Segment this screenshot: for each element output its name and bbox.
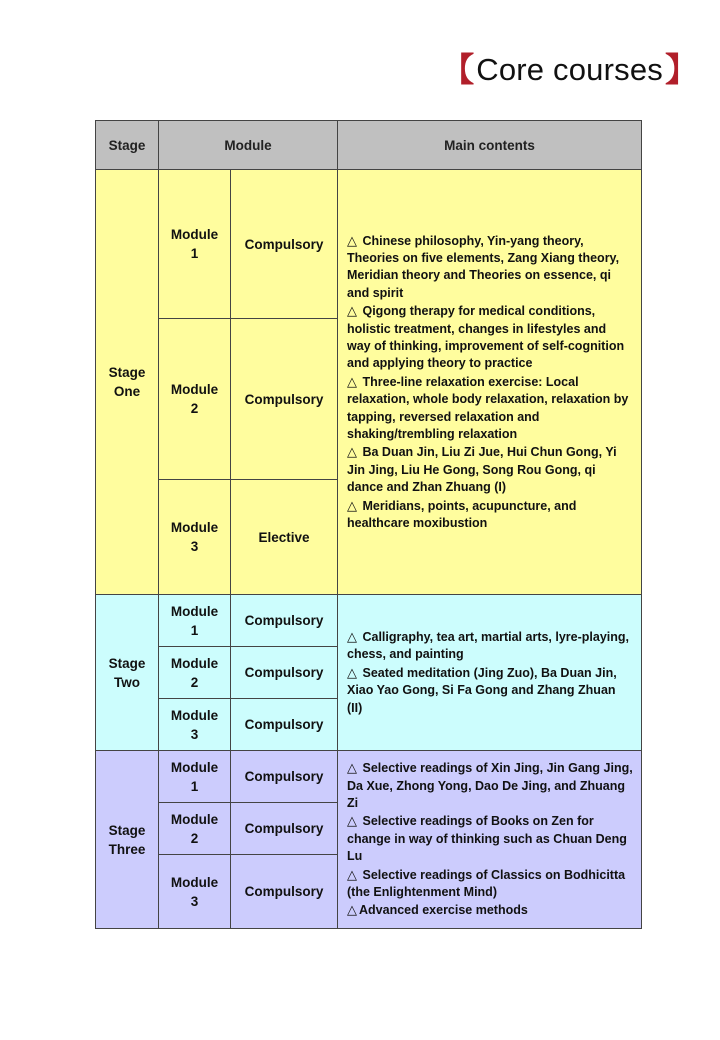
triangle-bullet-icon: △	[347, 902, 357, 918]
header-row	[96, 121, 642, 170]
content-item: △ Selective readings of Classics on Bodhicitta (the Enlightenment Mind)	[347, 866, 626, 900]
content-item: △ Selective readings of Xin Jing, Jin Gang Jing, Da Xue, Zhong Yong, Dao De Jing, and Zhuang Zi	[347, 760, 633, 810]
content-item: △ Qigong therapy for medical conditions, holistic treatment, changes in lifestyles and way of thinking, improvement of self-cognition and applying theory to practice	[347, 303, 625, 371]
content-item: △ Advanced exercise methods	[347, 902, 528, 918]
module-name: Module 3	[159, 480, 231, 595]
content-item: △ Meridians, points, acupuncture, and healthcare moxibustion	[347, 497, 577, 531]
triangle-bullet-icon: △	[347, 664, 357, 680]
core-courses-table	[95, 120, 642, 929]
title-bracket-left: 【	[441, 51, 475, 88]
title-bracket-right: 】	[665, 51, 698, 88]
module-name: Module 2	[159, 803, 231, 855]
stage-label: Two	[114, 674, 140, 690]
stage-label: Stage	[108, 822, 146, 838]
content-item: △ Chinese philosophy, Yin-yang theory, Theories on five elements, Zang Xiang theory, Meridian theory and Theories on essence, qi and spirit	[347, 232, 620, 300]
header-module: Module	[159, 121, 338, 170]
table-row	[96, 595, 642, 647]
stage-two-contents	[338, 595, 642, 751]
triangle-bullet-icon: △	[347, 760, 357, 776]
stage-one-contents	[338, 170, 642, 595]
module-type: Compulsory	[231, 319, 338, 480]
module-type: Compulsory	[231, 699, 338, 751]
title-text: Core courses	[476, 52, 663, 87]
header-stage: Stage	[96, 121, 159, 170]
module-name: Module 1	[159, 595, 231, 647]
stage-label: Three	[108, 841, 146, 857]
triangle-bullet-icon: △	[347, 497, 357, 513]
stage-one-cell	[96, 170, 159, 595]
module-type: Compulsory	[231, 855, 338, 929]
page-title	[441, 48, 698, 92]
content-item: △ Ba Duan Jin, Liu Zi Jue, Hui Chun Gong, Yi Jin Jing, Liu He Gong, Song Rou Gong, qi dance and Zhan Zhuang (I)	[347, 444, 617, 495]
stage-three-contents	[338, 751, 642, 929]
triangle-bullet-icon: △	[347, 303, 357, 319]
stage-two-cell	[96, 595, 159, 751]
stage-label: Stage	[108, 365, 146, 380]
triangle-bullet-icon: △	[347, 232, 357, 248]
module-name: Module 1	[159, 751, 231, 803]
stage-label: One	[113, 384, 141, 399]
table-row	[96, 751, 642, 803]
module-type: Compulsory	[231, 803, 338, 855]
module-name: Module 1	[159, 170, 231, 319]
triangle-bullet-icon: △	[347, 813, 357, 829]
module-type: Compulsory	[231, 647, 338, 699]
module-type: Elective	[231, 480, 338, 595]
content-item: △ Calligraphy, tea art, martial arts, lyre-playing, chess, and painting	[347, 628, 630, 662]
content-item: △ Three-line relaxation exercise: Local relaxation, whole body relaxation, relaxation by tapping, reversed relaxation and shaking/trembling relaxation	[347, 373, 629, 442]
content-item: △ Seated meditation (Jing Zuo), Ba Duan Jin, Xiao Yao Gong, Si Fa Gong and Zhang Zhuan (II)	[347, 664, 617, 715]
module-type: Compulsory	[231, 751, 338, 803]
module-name: Module 3	[159, 699, 231, 751]
module-name: Module 2	[159, 647, 231, 699]
triangle-bullet-icon: △	[347, 866, 357, 882]
triangle-bullet-icon: △	[347, 373, 357, 389]
table-row	[96, 170, 642, 319]
module-name: Module 3	[159, 855, 231, 929]
module-name: Module 2	[159, 319, 231, 480]
module-type: Compulsory	[231, 595, 338, 647]
triangle-bullet-icon: △	[347, 628, 357, 644]
triangle-bullet-icon: △	[347, 444, 357, 460]
header-main-contents: Main contents	[338, 121, 642, 170]
module-type: Compulsory	[231, 170, 338, 319]
stage-label: Stage	[108, 655, 146, 671]
stage-three-cell	[96, 751, 159, 929]
content-item: △ Selective readings of Books on Zen for change in way of thinking such as Chuan Deng Lu	[347, 813, 627, 864]
